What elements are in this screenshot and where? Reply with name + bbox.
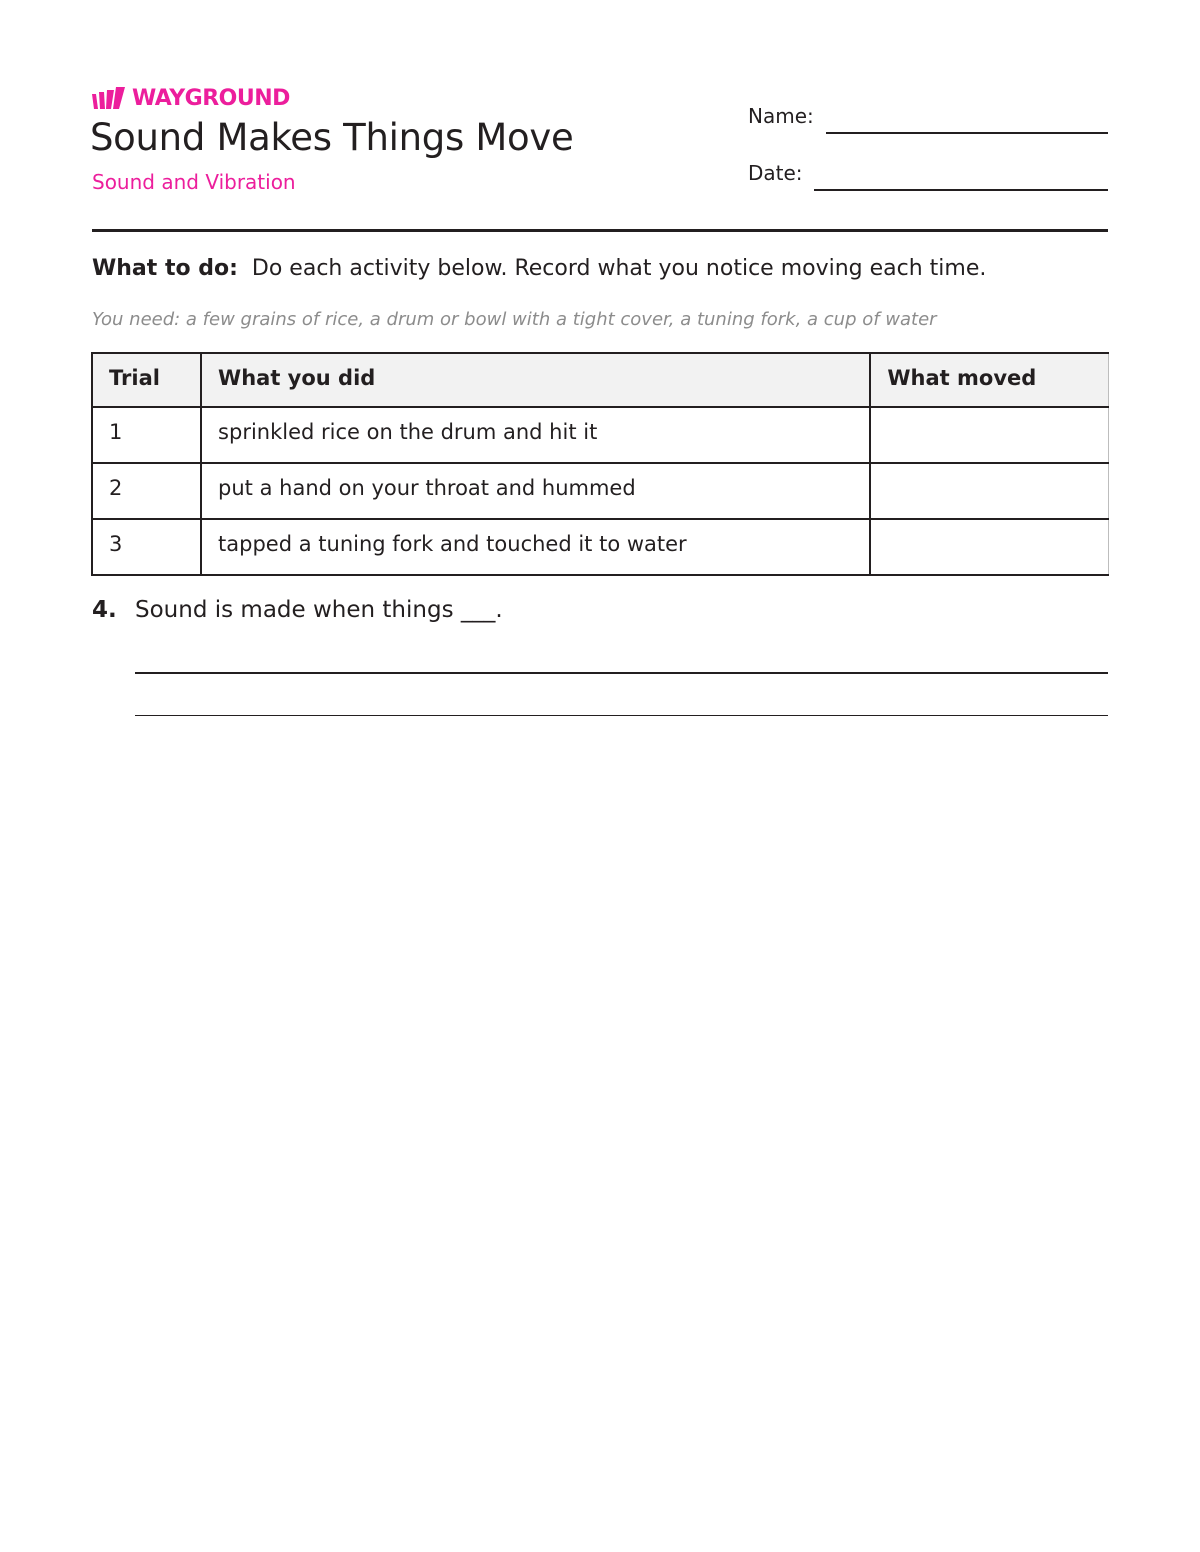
question-number: 4.: [92, 597, 117, 623]
trial-number: 2: [92, 463, 201, 519]
trial-number: 3: [92, 519, 201, 575]
question-4: [92, 597, 503, 623]
what-moved-answer-cell[interactable]: [870, 407, 1108, 463]
activity-cell: sprinkled rice on the drum and hit it: [201, 407, 870, 463]
table-row: [92, 463, 1109, 519]
worksheet-subtitle: Sound and Vibration: [92, 170, 296, 194]
wayground-bars-logo-icon: [92, 87, 126, 111]
instructions-text: Do each activity below. Record what you notice moving each time.: [251, 256, 987, 281]
activity-cell: tapped a tuning fork and touched it to water: [201, 519, 870, 575]
table-header-row: [92, 353, 1109, 407]
name-field[interactable]: [748, 104, 814, 128]
instructions-lead: What to do:: [92, 256, 238, 281]
name-input-line[interactable]: [826, 132, 1108, 134]
table-row: [92, 519, 1109, 575]
table-row: [92, 407, 1109, 463]
what-moved-answer-cell[interactable]: [870, 519, 1108, 575]
name-label: Name:: [748, 104, 814, 128]
worksheet-title: Sound Makes Things Move: [90, 116, 574, 159]
what-moved-answer-cell[interactable]: [870, 463, 1108, 519]
brand-logo: [92, 86, 290, 112]
header-what-moved: What moved: [870, 353, 1108, 407]
header-divider: [92, 229, 1108, 232]
instructions: [92, 256, 986, 281]
brand-name: WAYGROUND: [132, 86, 290, 111]
answer-line[interactable]: [135, 715, 1108, 716]
date-label: Date:: [748, 161, 803, 185]
trial-number: 1: [92, 407, 201, 463]
date-input-line[interactable]: [814, 189, 1108, 191]
header-trial: Trial: [92, 353, 201, 407]
header-what-you-did: What you did: [201, 353, 870, 407]
date-field[interactable]: [748, 161, 803, 185]
materials-list: You need: a few grains of rice, a drum or bowl with a tight cover, a tuning fork, a cup of water: [92, 309, 937, 330]
trials-table: [91, 352, 1109, 576]
activity-cell: put a hand on your throat and hummed: [201, 463, 870, 519]
answer-line[interactable]: [135, 672, 1108, 674]
question-text: Sound is made when things ___.: [135, 597, 503, 623]
